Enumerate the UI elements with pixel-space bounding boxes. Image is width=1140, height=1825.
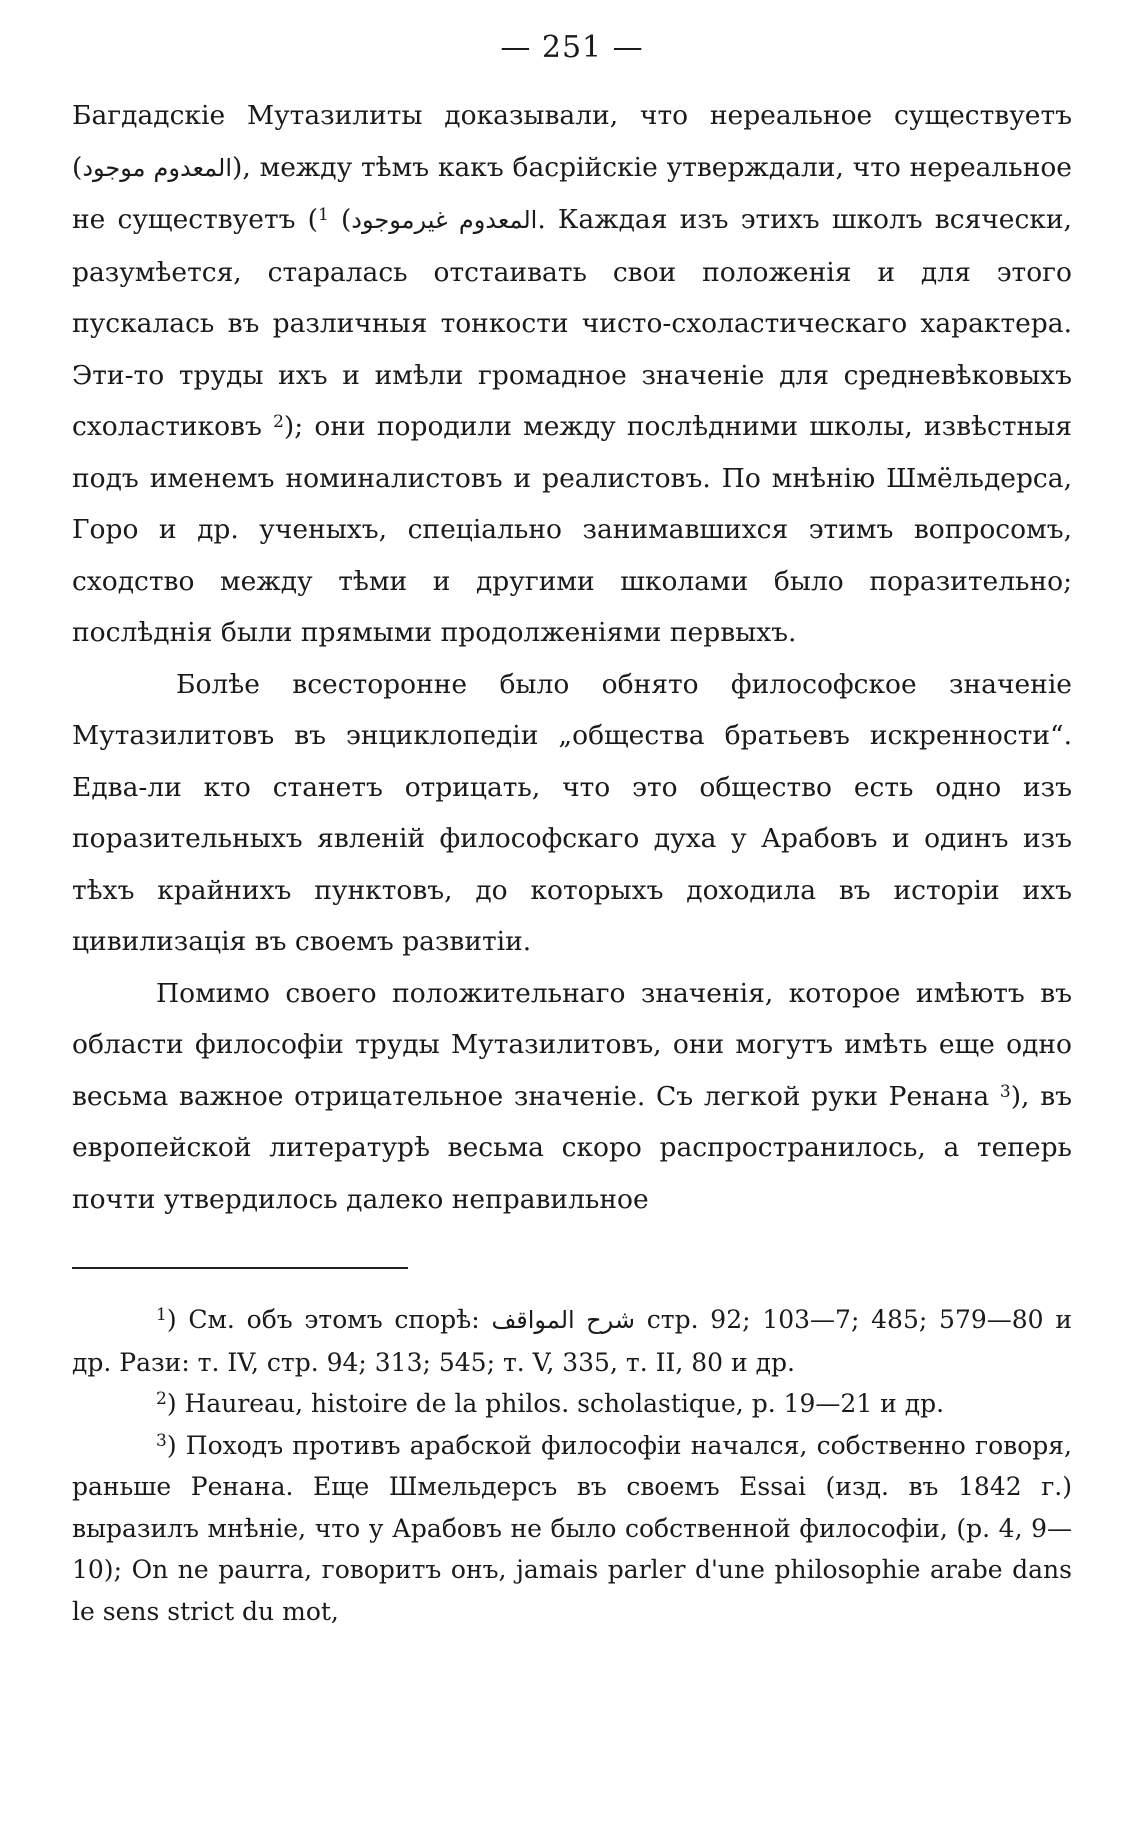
main-text [72, 90, 1072, 1225]
footnote-3 [72, 1425, 1072, 1633]
paragraph-3 [72, 968, 1072, 1226]
paragraph-1-text-b: ), между тѣмъ какъ басрійскіе утверждали, что нереальное не существуетъ ( [72, 151, 1072, 235]
footnote-3-text: ) Походъ противъ арабской философіи начался, собственно говоря, раньше Ренана. Еще Шмельдерсъ въ своемъ Essai (изд. въ 1842 г.) выразилъ мнѣніе, что у Арабовъ не было собственной философіи, (р. 4, 9—10); On ne paurra, говоритъ онъ, jamais parler d'une philosophie arabe dans le sens strict du mot, [72, 1430, 1072, 1626]
footnote-1 [72, 1299, 1072, 1383]
paragraph-3-text-b: ), въ европейской литературѣ весьма скоро распространилось, а теперь почти утвердилось далеко неправильное [72, 1080, 1072, 1215]
footnote-divider [72, 1267, 408, 1269]
footnote-3-number: 3 [156, 1430, 167, 1451]
footnote-1-text-b: стр. 92; 103—7; 485; 579—80 и др. Рази: т. IV, стр. 94; 313; 545; т. V, 335, т. II, 80 и др. [72, 1305, 1073, 1377]
paragraph-3-text-a: Помимо своего положительнаго значенія, которое имѣютъ въ области философіи труды Мутазилитовъ, они могутъ имѣть еще одно весьма важное отрицательное значеніе. Съ легкой руки Ренана [72, 977, 1072, 1112]
paragraph-1-text-a: Багдадскіе Мутазилиты доказывали, что нереальное существуетъ ( [72, 100, 1072, 183]
footnote-2 [72, 1383, 1072, 1425]
footnote-1-number: 1 [156, 1305, 167, 1325]
footnote-1-text-a: ) См. объ этомъ спорѣ: [166, 1305, 492, 1334]
arabic-phrase-1: المعدوم موجود [82, 153, 233, 182]
footnote-2-text: ) Haureau, histoire de la philos. scholastique, p. 19—21 и др. [166, 1389, 945, 1418]
footnote-marker-2: 2 [273, 412, 284, 432]
paragraph-2: Болѣе всесторонне было обнято философское значеніе Мутазилитовъ въ энциклопедіи „общества братьевъ искренности“. Едва-ли кто станетъ отрицать, что это общество есть одно изъ поразительныхъ явленій философскаго духа у Арабовъ и одинъ изъ тѣхъ крайнихъ пунктовъ, до которыхъ доходила въ исторіи ихъ цивилизація въ своемъ развитіи. [72, 668, 1072, 957]
paragraph-1-text-e: ); они породили между послѣдними школы, извѣстныя подъ именемъ номиналистовъ и реалистовъ. По мнѣнію Шмёльдерса, Горо и др. ученыхъ, спеціально занимавшихся этимъ вопросомъ, сходство между тѣми и другими школами было поразительно; послѣднія были прямыми продолженіями первыхъ. [72, 411, 1072, 648]
paragraph-1-text-c: ) [340, 204, 352, 235]
arabic-book-title: شرح المواقف [491, 1306, 635, 1334]
page-number: — 251 — [500, 30, 644, 65]
footnote-marker-3: 3 [999, 1081, 1011, 1102]
footnote-2-number: 2 [156, 1389, 167, 1409]
paragraph-1-text-d: . Каждая изъ этихъ школъ всячески, разумѣется, старалась отстаивать свои положенія и для этого пускалась въ различныя тонкости чисто-схоластическаго характера. Эти-то труды ихъ и имѣли громадное значеніе для средневѣковыхъ схоластиковъ [72, 204, 1072, 442]
book-page [72, 28, 1072, 1632]
footnotes [72, 1299, 1072, 1632]
paragraph-1 [72, 90, 1072, 659]
arabic-phrase-2: المعدوم غيرموجود [351, 206, 538, 234]
footnote-marker-1: 1 [317, 205, 329, 225]
